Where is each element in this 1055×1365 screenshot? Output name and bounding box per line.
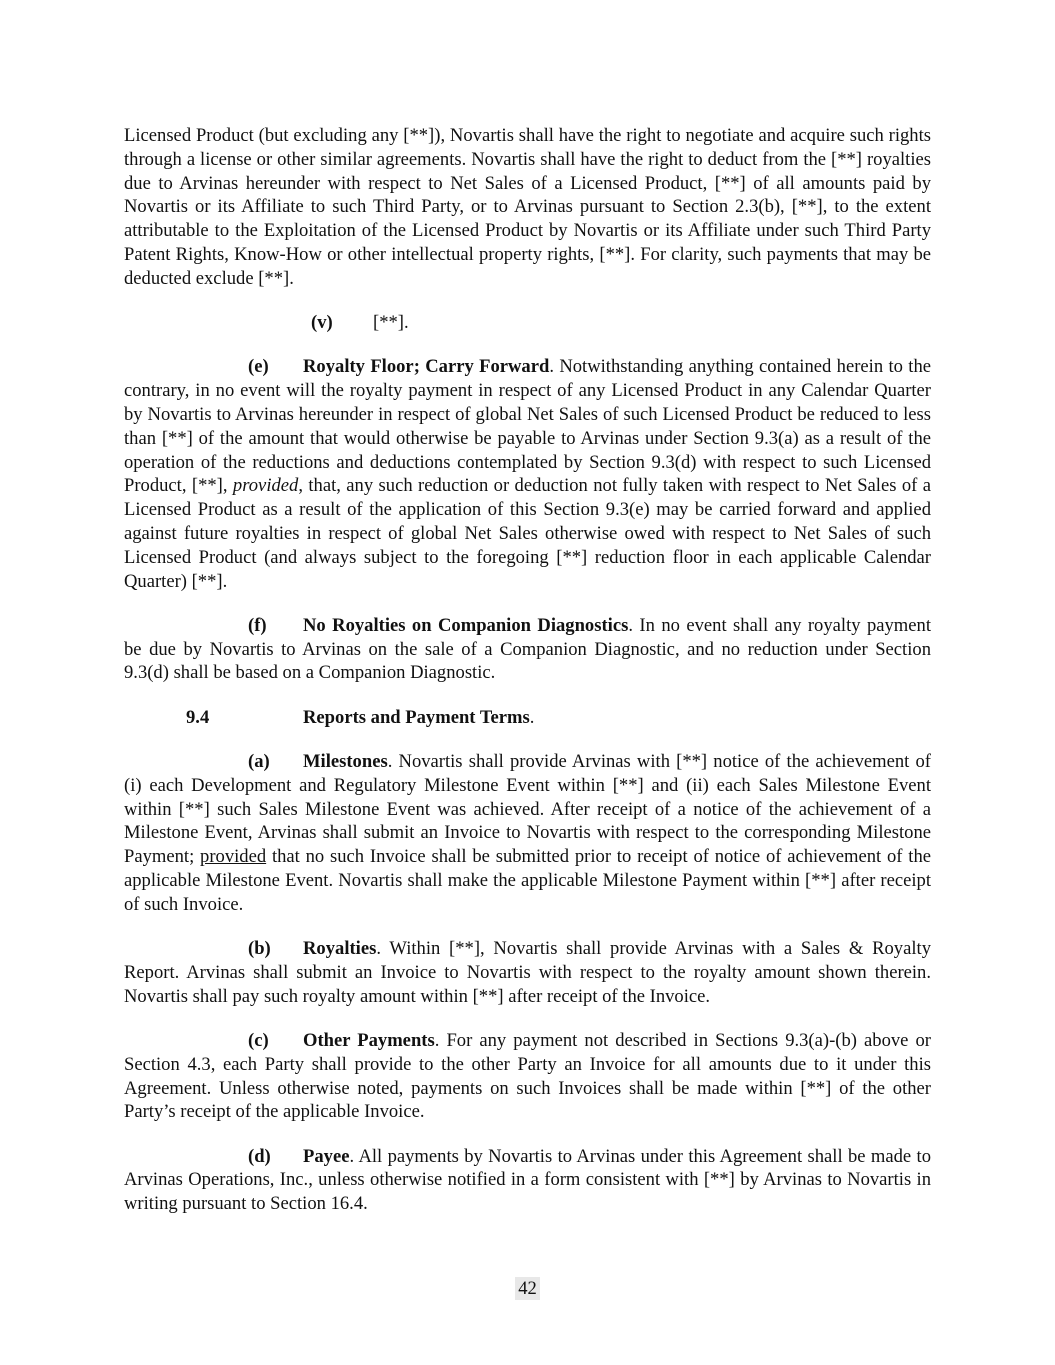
clause-9-4-c-title: Other Payments: [303, 1030, 435, 1051]
clause-9-4-a-title: Milestones: [303, 751, 388, 773]
clause-9-4-d-title: Payee: [303, 1145, 350, 1167]
clause-9-3-e-title: Royalty Floor; Carry Forward: [303, 356, 550, 378]
page-number: [0, 1277, 1055, 1301]
clause-9-3-f-title: No Royalties on Companion Diagnostics: [303, 614, 629, 636]
clause-9-3-e-text-after: , that, any such reduction or deduction not fully taken with respect to Net Sales of a Licensed Product as a result of the application of this Section 9.3(e) may be carried forward and applied against future royalties in respect of global Net Sales otherwise owed with respect to Net Sales of such Licensed Product (and always subject to the foregoing [**] reduction floor in each applicable Calendar Quarter) [**].: [124, 475, 931, 592]
clause-9-4-a-label: (a): [248, 751, 270, 773]
clause-9-3-f: [124, 614, 931, 685]
clause-9-3-e-label: (e): [248, 356, 269, 378]
clause-9-3-e-text-before: . Notwithstanding anything contained herein to the contrary, in no event will the royalty payment in respect of any Licensed Product in any Calendar Quarter by Novartis to Arvinas hereunder in respect of global Net Sales of such Licensed Product be reduced to less than [**] of the amount that would otherwise be payable to Arvinas under Section 9.3(a) as a result of the operation of the reductions and deductions contemplated by Section 9.3(d) with respect to such Licensed Product, [**],: [124, 356, 931, 497]
clause-9-4-c-text: . For any payment not described in Sections 9.3(a)-(b) above or Section 4.3, each Party shall provide to the other Party an Invoice for all amounts due to it under this Agreement. Unless otherwise noted, payments on such Invoices shall be made within [**] of the other Party’s receipt of the applicable Invoice.: [124, 1030, 931, 1123]
clause-9-4-d-label: (d): [248, 1145, 271, 1167]
clause-v-text: [**].: [373, 312, 409, 334]
document-page: [124, 124, 931, 1237]
continuation-paragraph: Licensed Product (but excluding any [**]), Novartis shall have the right to negotiate and acquire such rights through a license or other similar agreements. Novartis shall have the right to deduct from the [**] royalties due to Arvinas hereunder with respect to Net Sales of a Licensed Product, [**] of all amounts paid by Novartis or its Affiliate to such Third Party, or to Arvinas pursuant to Section 2.3(b), [**], to the extent attributable to the Exploitation of the Licensed Product by Novartis or its Affiliate under such Third Party Patent Rights, Know-How or other intellectual property rights, [**]. For clarity, such payments that may be deducted exclude [**].: [124, 125, 931, 289]
clause-9-3-e: [124, 355, 931, 593]
clause-9-4-c-label: (c): [248, 1030, 269, 1051]
clause-9-4-a: [124, 750, 931, 917]
clause-9-3-f-text: . In no event shall any royalty payment be due by Novartis to Arvinas on the sale of a Companion Diagnostic, and no reduction under Section 9.3(d) shall be based on a Companion Diagnostic.: [124, 614, 931, 684]
clause-9-4-a-text-before: . Novartis shall provide Arvinas with [**] notice of the achievement of (i) each Development and Regulatory Milestone Event within [**] and (ii) each Sales Milestone Event within [**] such Sales Milestone Event was achieved. After receipt of a notice of the achievement of a Milestone Event, Arvinas shall submit an Invoice to Novartis with respect to the corresponding Milestone Payment;: [124, 751, 931, 868]
clause-9-3-f-label: (f): [248, 614, 267, 636]
clause-v: [124, 311, 931, 335]
section-9-4-heading: [124, 706, 931, 730]
section-9-4-number: 9.4: [186, 706, 210, 728]
clause-9-4-b-text: . Within [**], Novartis shall provide Arvinas with a Sales & Royalty Report. Arvinas shall submit an Invoice to Novartis with respect to the royalty amount shown therein. Novartis shall pay such royalty amount within [**] after receipt of the Invoice.: [124, 938, 931, 1007]
clause-9-4-a-underlined: provided: [200, 846, 267, 868]
clause-9-4-a-text-after: that no such Invoice shall be submitted prior to receipt of notice of achievement of the applicable Milestone Event. Novartis shall make the applicable Milestone Payment within [**] after receipt of such Invoice.: [124, 846, 931, 915]
section-9-4-title-end: .: [529, 706, 535, 728]
clause-9-4-c: [124, 1029, 931, 1124]
clause-9-4-b-label: (b): [248, 938, 271, 960]
page-number-text: 42: [515, 1277, 540, 1300]
clause-9-4-d-text: . All payments by Novartis to Arvinas under this Agreement shall be made to Arvinas Operations, Inc., unless otherwise notified in a form consistent with [**] by Arvinas to Novartis in writing pursuant to Section 16.4.: [124, 1145, 931, 1215]
clause-9-4-b-title: Royalties: [303, 938, 377, 960]
clause-9-4-b: [124, 937, 931, 1008]
clause-v-label: (v): [311, 312, 333, 334]
clause-9-3-e-italic: provided: [232, 475, 299, 497]
section-9-4-title: Reports and Payment Terms: [303, 706, 530, 728]
clause-9-4-d: [124, 1145, 931, 1216]
